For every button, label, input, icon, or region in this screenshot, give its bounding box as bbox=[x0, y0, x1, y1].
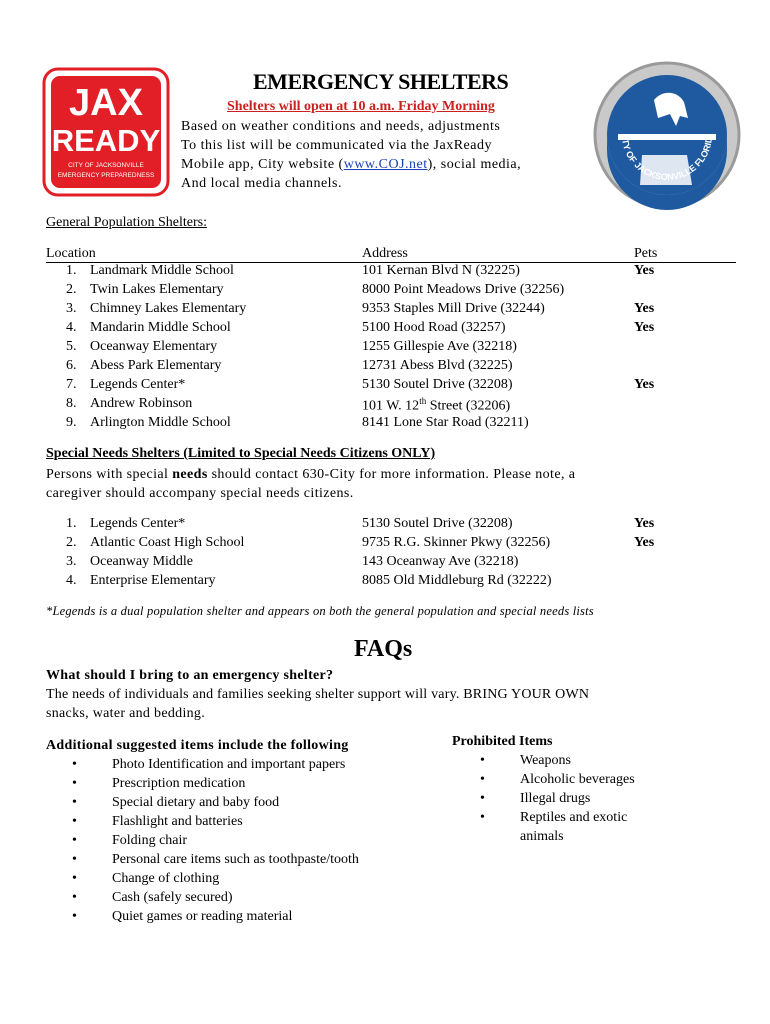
col-location-header: Location bbox=[46, 246, 96, 261]
list-item: • Folding chair bbox=[46, 831, 444, 850]
prohibited-items-heading: Prohibited Items bbox=[452, 734, 553, 749]
shelter-address: 8141 Lone Star Road (32211) bbox=[362, 415, 529, 430]
shelter-address: 12731 Abess Blvd (32225) bbox=[362, 358, 513, 373]
list-item: • Reptiles and exotic bbox=[452, 808, 635, 827]
suggested-items-list bbox=[46, 755, 444, 926]
row-number: 6. bbox=[66, 358, 77, 373]
page-title: EMERGENCY SHELTERS bbox=[253, 69, 509, 94]
para1-post: should contact 630-City for more information. Please note, a bbox=[207, 467, 576, 482]
logo-sub1-text: CITY OF JACKSONVILLE bbox=[68, 162, 144, 169]
seal-ring-text: ITY OF JACKSONVILLE FLORID bbox=[620, 136, 715, 183]
pets-allowed: Yes bbox=[634, 320, 655, 335]
shelter-address: 5130 Soutel Drive (32208) bbox=[362, 516, 513, 531]
shelter-name: Twin Lakes Elementary bbox=[90, 282, 224, 297]
table-row bbox=[46, 516, 736, 535]
row-number: 3. bbox=[66, 301, 77, 316]
table-row bbox=[46, 396, 736, 415]
shelter-name: Andrew Robinson bbox=[90, 396, 193, 411]
row-number: 2. bbox=[66, 282, 77, 297]
list-item: • Flashlight and batteries bbox=[46, 812, 444, 831]
shelter-name: Abess Park Elementary bbox=[90, 358, 222, 373]
intro-line-4: And local media channels. bbox=[181, 176, 343, 191]
list-item: • Personal care items such as toothpaste/tooth bbox=[46, 850, 444, 869]
general-shelters-heading: General Population Shelters: bbox=[46, 215, 207, 230]
list-item: • Change of clothing bbox=[46, 869, 444, 888]
table-row bbox=[46, 573, 736, 592]
intro-line-1: Based on weather conditions and needs, adjustments bbox=[181, 119, 501, 134]
table-row bbox=[46, 377, 736, 396]
city-seal-logo bbox=[592, 60, 742, 210]
shelter-name: Arlington Middle School bbox=[90, 415, 231, 430]
shelter-address: 5100 Hood Road (32257) bbox=[362, 320, 506, 335]
list-item: • Alcoholic beverages bbox=[452, 770, 635, 789]
shelter-address: 143 Oceanway Ave (32218) bbox=[362, 554, 519, 569]
special-needs-heading: Special Needs Shelters (Limited to Special Needs Citizens ONLY) bbox=[46, 446, 436, 461]
row-number: 1. bbox=[66, 263, 77, 278]
faq-question: What should I bring to an emergency shelter? bbox=[46, 668, 334, 683]
list-item: • Quiet games or reading material bbox=[46, 907, 444, 926]
list-item: • Special dietary and baby food bbox=[46, 793, 444, 812]
faq-answer-line-2: snacks, water and bedding. bbox=[46, 706, 206, 721]
shelter-address: 101 Kernan Blvd N (32225) bbox=[362, 263, 520, 278]
prohibited-items-list bbox=[452, 751, 635, 827]
row-number: 5. bbox=[66, 339, 77, 354]
prohibited-item-continuation: animals bbox=[520, 829, 564, 844]
logo-sub2-text: EMERGENCY PREPAREDNESS bbox=[57, 172, 155, 179]
pets-allowed: Yes bbox=[634, 535, 655, 550]
list-item: • Weapons bbox=[452, 751, 635, 770]
shelter-name: Enterprise Elementary bbox=[90, 573, 216, 588]
shelter-address: 8000 Point Meadows Drive (32256) bbox=[362, 282, 565, 297]
table-row bbox=[46, 339, 736, 358]
pets-allowed: Yes bbox=[634, 263, 655, 278]
intro-line-3-post: ), social media, bbox=[427, 157, 522, 172]
para1-pre: Persons with special bbox=[46, 467, 173, 482]
shelter-address: 9353 Staples Mill Drive (32244) bbox=[362, 301, 545, 316]
logo-ready-text: READY bbox=[51, 123, 161, 158]
shelter-address bbox=[362, 396, 510, 415]
intro-line-3 bbox=[181, 155, 521, 174]
list-item: • Photo Identification and important papers bbox=[46, 755, 444, 774]
shelter-address: 8085 Old Middleburg Rd (32222) bbox=[362, 573, 552, 588]
address-superscript: th bbox=[419, 396, 427, 406]
row-number: 3. bbox=[66, 554, 77, 569]
table-row bbox=[46, 554, 736, 573]
special-needs-paragraph-1 bbox=[46, 465, 575, 484]
intro-line-2: To this list will be communicated via the JaxReady bbox=[181, 138, 492, 153]
row-number: 1. bbox=[66, 516, 77, 531]
faqs-heading: FAQs bbox=[354, 636, 413, 662]
row-number: 4. bbox=[66, 320, 77, 335]
list-item: • Cash (safely secured) bbox=[46, 888, 444, 907]
row-number: 2. bbox=[66, 535, 77, 550]
row-number: 9. bbox=[66, 415, 77, 430]
col-address-header: Address bbox=[362, 246, 408, 261]
jaxready-logo-graphic bbox=[42, 67, 170, 197]
special-needs-paragraph-2: caregiver should accompany special needs citizens. bbox=[46, 486, 354, 501]
general-table-header bbox=[46, 244, 736, 263]
coj-website-link[interactable]: www.COJ.net bbox=[343, 157, 428, 172]
faq-answer-line-1: The needs of individuals and families seeking shelter support will vary. BRING YOUR OWN bbox=[46, 687, 590, 702]
shelter-name: Atlantic Coast High School bbox=[90, 535, 245, 550]
row-number: 7. bbox=[66, 377, 77, 392]
suggested-items-heading: Additional suggested items include the following bbox=[46, 738, 349, 753]
pets-allowed: Yes bbox=[634, 516, 655, 531]
city-seal-graphic bbox=[592, 60, 742, 210]
list-item: • Prescription medication bbox=[46, 774, 444, 793]
intro-line-3-pre: Mobile app, City website ( bbox=[181, 157, 344, 172]
table-row bbox=[46, 415, 736, 434]
shelter-name: Legends Center* bbox=[90, 377, 186, 392]
shelter-address: 1255 Gillespie Ave (32218) bbox=[362, 339, 517, 354]
row-number: 8. bbox=[66, 396, 77, 411]
jaxready-logo bbox=[42, 67, 170, 197]
address-pre: 101 W. 12 bbox=[362, 398, 420, 414]
legends-footnote: *Legends is a dual population shelter and appears on both the general population and special needs lists bbox=[46, 604, 594, 618]
shelter-name: Oceanway Middle bbox=[90, 554, 194, 569]
table-row bbox=[46, 320, 736, 339]
shelter-name: Chimney Lakes Elementary bbox=[90, 301, 247, 316]
shelter-name: Legends Center* bbox=[90, 516, 186, 531]
pets-allowed: Yes bbox=[634, 301, 655, 316]
shelter-name: Landmark Middle School bbox=[90, 263, 234, 278]
address-post: Street (32206) bbox=[426, 398, 511, 414]
para1-bold: needs bbox=[172, 467, 208, 482]
row-number: 4. bbox=[66, 573, 77, 588]
list-item: • Illegal drugs bbox=[452, 789, 635, 808]
table-row bbox=[46, 282, 736, 301]
shelter-address: 5130 Soutel Drive (32208) bbox=[362, 377, 513, 392]
shelter-name: Mandarin Middle School bbox=[90, 320, 231, 335]
logo-jax-text: JAX bbox=[69, 82, 143, 124]
col-pets-header: Pets bbox=[634, 246, 658, 261]
table-row bbox=[46, 301, 736, 320]
pets-allowed: Yes bbox=[634, 377, 655, 392]
table-row bbox=[46, 535, 736, 554]
opening-notice: Shelters will open at 10 a.m. Friday Morning bbox=[227, 99, 495, 114]
shelter-name: Oceanway Elementary bbox=[90, 339, 218, 354]
shelter-address: 9735 R.G. Skinner Pkwy (32256) bbox=[362, 535, 551, 550]
table-row bbox=[46, 263, 736, 282]
table-row bbox=[46, 358, 736, 377]
